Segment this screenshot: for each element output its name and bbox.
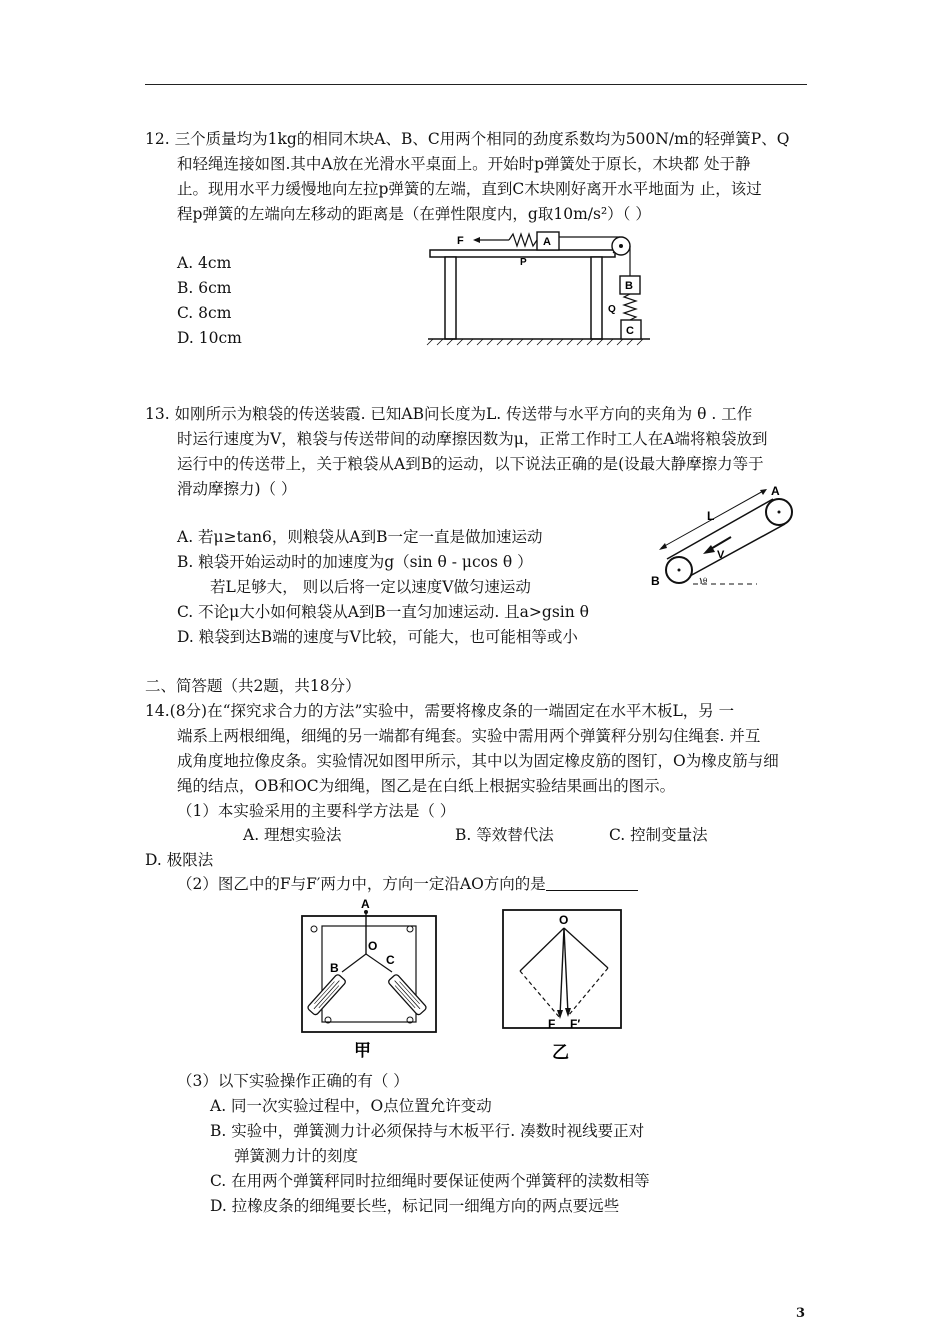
q14-yi-label-f: F bbox=[548, 1017, 556, 1031]
q14-sub1-option-a: A. 理想实验法 bbox=[243, 826, 342, 844]
q13-option-b-cont: 若L足够大， 则以后将一定以速度V做匀速运动 bbox=[210, 578, 531, 596]
q14-sub3: （3）以下实验操作正确的有（ ） bbox=[177, 1072, 409, 1090]
q12-label-q: Q bbox=[608, 304, 616, 315]
q14-jia-label-b: B bbox=[330, 961, 339, 975]
q14-sub1: （1）本实验采用的主要科学方法是（ ） bbox=[177, 802, 456, 820]
q14-sub3-option-c: C. 在用两个弹簧秤同时拉细绳时要保证使两个弹簧秤的渎数相等 bbox=[210, 1172, 650, 1190]
q12-label-a: A bbox=[543, 236, 551, 248]
q12-line-2: 和轻绳连接如图.其中A放在光滑水平桌面上。开始时p弹簧处于原长，木块都 处于静 bbox=[177, 155, 751, 173]
header-rule bbox=[145, 84, 807, 85]
q14-sub3-option-b-cont: 弹簧测力计的刻度 bbox=[234, 1147, 359, 1165]
q12-line-1: 12. 三个质量均为1kg的相同木块A、B、C用两个相同的劲度系数均为500N/m的轻弹簧P、Q bbox=[145, 130, 790, 148]
q13-line-1: 13. 如刚所示为粮袋的传送装霞. 已知AB问长度为L. 传送带与水平方向的夹角为 θ . 工作 bbox=[145, 405, 753, 423]
q13-option-c: C. 不论μ大小如何粮袋从A到B一直匀加速运动. 且a>gsin θ bbox=[177, 603, 589, 621]
page-number: 3 bbox=[795, 1306, 805, 1321]
q14-sub3-option-b: B. 实验中，弹簧测力计必须保持与木板平行. 凑数时视线要正对 bbox=[210, 1122, 645, 1140]
q14-figure-jia bbox=[300, 896, 440, 1064]
q13-conveyor-figure bbox=[645, 482, 800, 597]
q14-yi-label-f-prime: F′ bbox=[570, 1017, 581, 1031]
q13-option-a: A. 若μ≥tan6，则粮袋从A到B一定一直是做加速运动 bbox=[177, 528, 543, 546]
q12-label-c: C bbox=[626, 325, 634, 337]
q13-label-v: V bbox=[717, 549, 725, 561]
q13-label-a: A bbox=[771, 484, 780, 498]
q14-jia-caption: 甲 bbox=[354, 1041, 371, 1061]
q14-jia-label-o: O bbox=[368, 939, 378, 953]
q14-sub2-text: （2）图乙中的F与F′两力中，方向一定沿AO方向的是 bbox=[177, 875, 546, 893]
q12-option-c: C. 8cm bbox=[177, 304, 232, 322]
q14-line-3: 成角度地拉像皮条。实验情况如图甲所示，其中以为固定橡皮筋的图钉，O为橡皮筋与细 bbox=[177, 752, 779, 770]
q12-label-p: P bbox=[520, 257, 527, 268]
q14-jia-label-a: A bbox=[361, 897, 370, 911]
q13-line-4: 滑动摩擦力)（ ） bbox=[177, 480, 297, 498]
q12-label-f: F bbox=[457, 235, 464, 247]
q14-sub3-option-d: D. 拉橡皮条的细绳要长些，标记同一细绳方向的两点要远些 bbox=[210, 1197, 620, 1215]
q13-line-2: 时运行速度为V，粮袋与传送带间的动摩擦因数为μ，正常工作时工人在A端将粮袋放到 bbox=[177, 430, 768, 448]
answer-blank[interactable] bbox=[546, 876, 638, 891]
q12-option-d: D. 10cm bbox=[177, 329, 242, 347]
q14-line-2: 端系上两根细绳，细绳的另一端都有绳套。实验中需用两个弹簧秤分别勾住绳套. 并互 bbox=[177, 727, 761, 745]
q12-line-3: 止。现用水平力缓慢地向左拉p弹簧的左端，直到C木块刚好离开水平地面为 止，该过 bbox=[177, 180, 762, 198]
q14-jia-label-c: C bbox=[386, 953, 395, 967]
section-2-heading: 二、简答题（共2题，共18分） bbox=[145, 677, 361, 695]
q14-sub3-option-a: A. 同一次实验过程中，O点位置允许变动 bbox=[210, 1097, 492, 1115]
q13-line-3: 运行中的传送带上，关于粮袋从A到B的运动，以下说法正确的是(设最大静摩擦力等于 bbox=[177, 455, 764, 473]
q14-sub1-option-b: B. 等效替代法 bbox=[455, 826, 554, 844]
q12-label-b: B bbox=[625, 280, 633, 292]
q14-line-4: 绳的结点，OB和OC为细绳，图乙是在白纸上根据实验结果画出的图示。 bbox=[177, 777, 676, 795]
q14-sub2 bbox=[177, 872, 638, 896]
q12-option-a: A. 4cm bbox=[177, 254, 232, 272]
q13-label-theta: θ bbox=[703, 577, 708, 585]
q13-label-b: B bbox=[651, 574, 660, 588]
q14-figure-yi bbox=[500, 906, 625, 1064]
q14-line-1: 14.(8分)在“探究求合力的方法”实验中，需要将橡皮条的一端固定在水平木板L，另 一 bbox=[145, 702, 735, 720]
q13-option-b: B. 粮袋开始运动时的加速度为g（sin θ - μcos θ ） bbox=[177, 553, 533, 571]
q12-option-b: B. 6cm bbox=[177, 279, 232, 297]
q14-sub1-option-d: D. 极限法 bbox=[145, 851, 214, 869]
q13-option-d: D. 粮袋到达B端的速度与V比较，可能大，也可能相等或小 bbox=[177, 628, 578, 646]
q12-figure bbox=[425, 222, 655, 347]
q13-label-l: L bbox=[707, 509, 715, 523]
q12-line-4: 程p弹簧的左端向左移动的距离是（在弹性限度内，g取10m/s²）（ ） bbox=[177, 205, 651, 223]
q14-yi-caption: 乙 bbox=[552, 1043, 569, 1063]
q14-sub1-option-c: C. 控制变量法 bbox=[609, 826, 708, 844]
q14-yi-label-o: O bbox=[559, 913, 569, 927]
